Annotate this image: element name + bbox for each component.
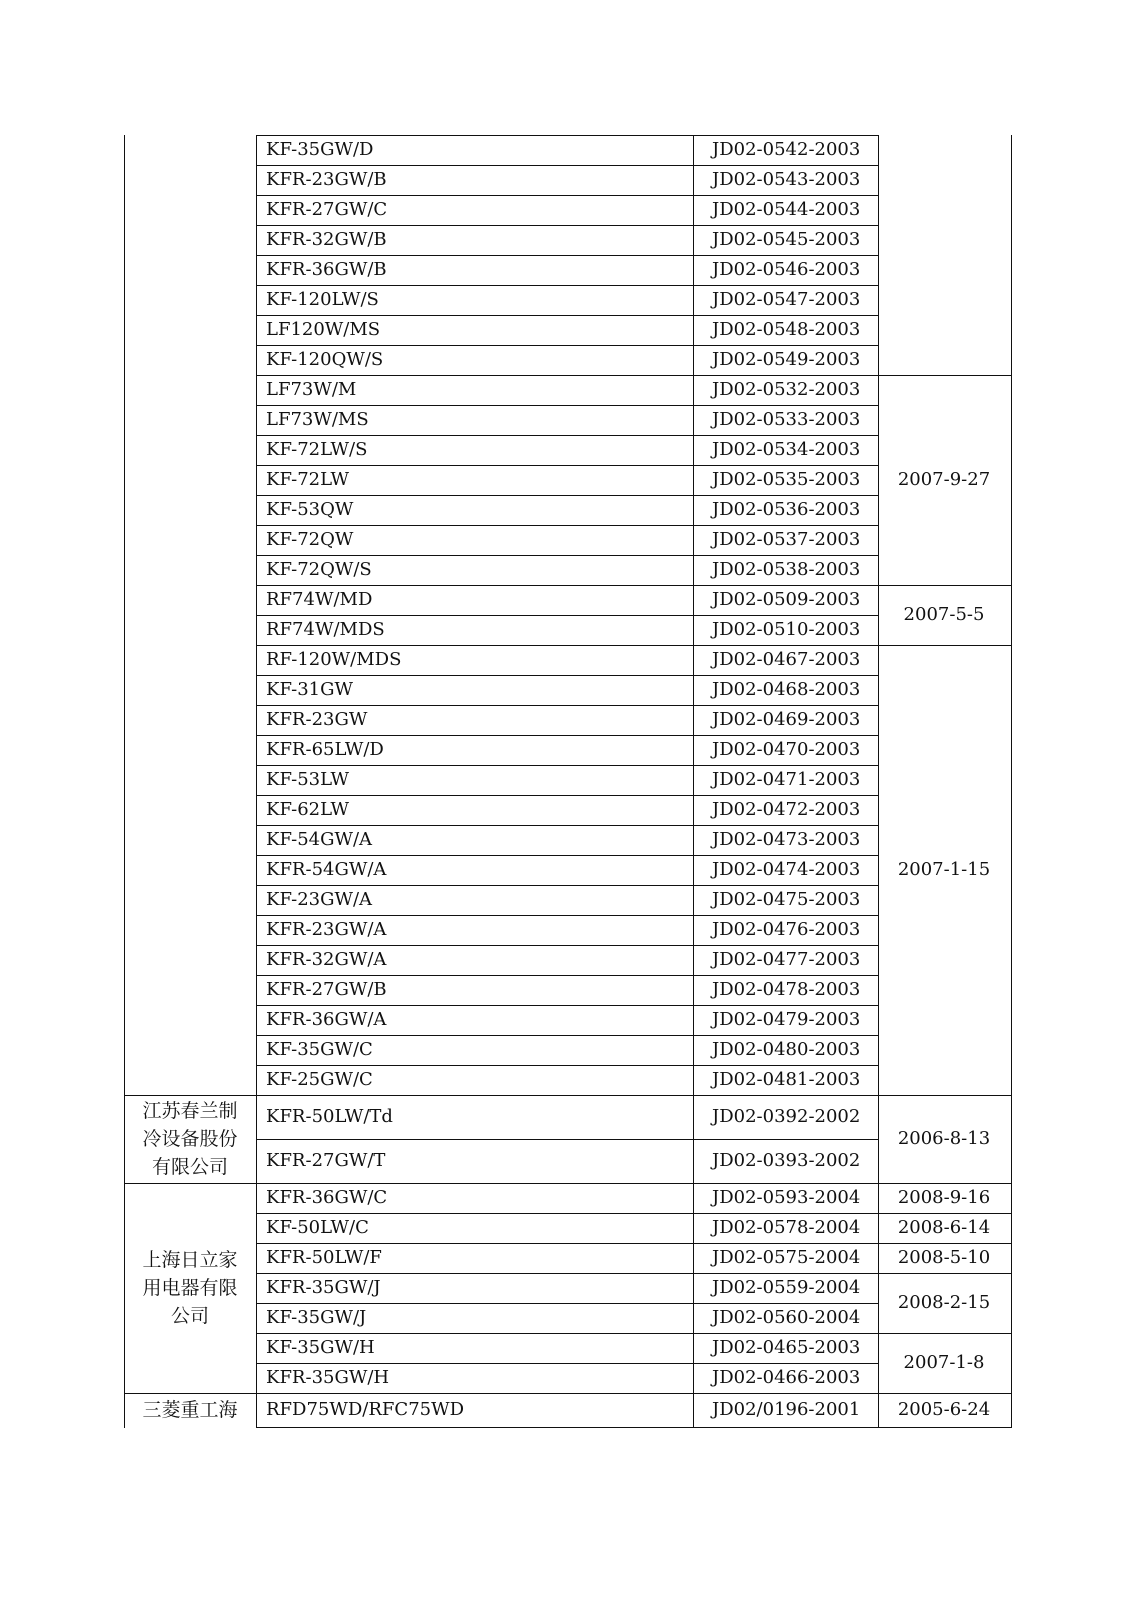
cert-number-cell: JD02-0509-2003 [712,589,861,610]
cert-number-cell: JD02-0536-2003 [712,499,861,520]
cert-number-cell: JD02-0549-2003 [712,349,861,370]
cert-number-cell: JD02-0538-2003 [712,559,861,580]
date-cell: 2008-2-15 [897,1292,991,1313]
cert-number-cell: JD02/0196-2001 [712,1399,861,1420]
cert-number-cell: JD02-0469-2003 [712,709,861,730]
model-cell: KF-25GW/C [266,1069,373,1090]
cert-number-cell: JD02-0467-2003 [712,649,861,670]
company-cell [124,1095,256,1183]
model-cell: KF-72LW/S [266,439,368,460]
model-cell: LF73W/MS [266,409,369,430]
model-cell: KFR-23GW/B [266,169,387,190]
cert-number-cell: JD02-0545-2003 [712,229,861,250]
model-cell: KF-72LW [266,469,350,490]
cert-number-cell: JD02-0392-2002 [712,1106,861,1127]
model-cell: KF-35GW/C [266,1039,373,1060]
cert-number-cell: JD02-0466-2003 [712,1367,861,1388]
model-cell: KF-72QW [266,529,354,550]
company-name-line: 用电器有限 [142,1277,238,1299]
company-cell [124,1183,256,1393]
model-cell: RF74W/MD [266,589,373,610]
model-cell: KF-53LW [266,769,350,790]
cert-number-cell: JD02-0544-2003 [712,199,861,220]
date-cell: 2005-6-24 [897,1399,991,1420]
cert-number-cell: JD02-0473-2003 [712,829,861,850]
cert-number-cell: JD02-0578-2004 [712,1217,861,1238]
company-name-line: 公司 [170,1305,209,1327]
cert-number-cell: JD02-0547-2003 [712,289,861,310]
cert-number-cell: JD02-0534-2003 [712,439,861,460]
model-cell: LF120W/MS [266,319,381,340]
cert-number-cell: JD02-0559-2004 [712,1277,861,1298]
date-cell: 2006-8-13 [897,1128,991,1149]
cert-column-divider [693,135,694,1428]
company-name [142,1097,237,1181]
cert-number-cell: JD02-0510-2003 [712,619,861,640]
model-cell: KFR-35GW/H [266,1367,390,1388]
model-cell: KFR-32GW/A [266,949,387,970]
model-cell: KFR-27GW/T [266,1150,386,1171]
model-column-divider [256,135,257,1428]
cert-number-cell: JD02-0548-2003 [712,319,861,340]
cert-number-cell: JD02-0593-2004 [712,1187,861,1208]
cert-number-cell: JD02-0533-2003 [712,409,861,430]
cert-number-cell: JD02-0474-2003 [712,859,861,880]
company-cell [124,1393,256,1427]
model-cell: KF-54GW/A [266,829,373,850]
cert-number-cell: JD02-0471-2003 [712,769,861,790]
model-cell: KF-23GW/A [266,889,373,910]
cert-number-cell: JD02-0546-2003 [712,259,861,280]
cert-number-cell: JD02-0472-2003 [712,799,861,820]
cert-number-cell: JD02-0575-2004 [712,1247,861,1268]
model-cell: RFD75WD/RFC75WD [266,1399,465,1420]
table-right-border [1011,135,1012,1428]
cert-number-cell: JD02-0468-2003 [712,679,861,700]
cert-number-cell: JD02-0475-2003 [712,889,861,910]
model-cell: KFR-50LW/Td [266,1106,393,1127]
model-cell: KFR-36GW/B [266,259,387,280]
model-cell: KF-53QW [266,499,354,520]
date-cell: 2007-1-8 [903,1352,985,1373]
company-name [142,1396,237,1424]
date-cell: 2008-6-14 [897,1217,991,1238]
model-cell: KFR-50LW/F [266,1247,382,1268]
date-cell: 2007-5-5 [903,604,985,625]
model-cell: KF-31GW [266,679,353,700]
model-cell: KFR-54GW/A [266,859,387,880]
model-cell: KF-120QW/S [266,349,384,370]
cert-number-cell: JD02-0535-2003 [712,469,861,490]
cert-number-cell: JD02-0477-2003 [712,949,861,970]
model-cell: KFR-35GW/J [266,1277,381,1298]
company-name-line: 江苏春兰制 [142,1100,238,1122]
company-name-line: 有限公司 [151,1156,228,1178]
model-cell: KF-50LW/C [266,1217,369,1238]
model-cell: KF-35GW/D [266,139,374,160]
company-name-line: 三菱重工海 [142,1399,238,1421]
model-cell: RF-120W/MDS [266,649,402,670]
cert-number-cell: JD02-0478-2003 [712,979,861,1000]
date-cell: 2008-5-10 [897,1247,991,1268]
model-cell: LF73W/M [266,379,357,400]
cert-number-cell: JD02-0393-2002 [712,1150,861,1171]
cert-number-cell: JD02-0470-2003 [712,739,861,760]
model-cell: KF-120LW/S [266,289,379,310]
model-cell: KFR-32GW/B [266,229,387,250]
cert-number-cell: JD02-0542-2003 [712,139,861,160]
model-cell: KFR-27GW/B [266,979,387,1000]
model-cell: KFR-36GW/C [266,1187,388,1208]
row-line [256,1427,879,1428]
cert-number-cell: JD02-0479-2003 [712,1009,861,1030]
company-name-line: 冷设备股份 [142,1128,238,1150]
cert-number-cell: JD02-0465-2003 [712,1337,861,1358]
model-cell: KFR-23GW [266,709,368,730]
model-cell: KFR-23GW/A [266,919,387,940]
date-bottom-line [878,1427,1012,1428]
cert-number-cell: JD02-0532-2003 [712,379,861,400]
certificate-table [124,135,1011,1425]
date-cell: 2008-9-16 [897,1187,991,1208]
cert-number-cell: JD02-0480-2003 [712,1039,861,1060]
model-cell: KF-62LW [266,799,350,820]
cert-number-cell: JD02-0537-2003 [712,529,861,550]
model-cell: KFR-36GW/A [266,1009,387,1030]
cert-number-cell: JD02-0543-2003 [712,169,861,190]
date-cell: 2007-9-27 [897,469,991,490]
date-cell: 2007-1-15 [897,859,991,880]
company-name-line: 上海日立家 [142,1249,238,1271]
model-cell: KFR-27GW/C [266,199,388,220]
model-cell: KF-72QW/S [266,559,372,580]
model-cell: KFR-65LW/D [266,739,384,760]
company-name [142,1246,237,1330]
model-cell: KF-35GW/H [266,1337,375,1358]
model-cell: KF-35GW/J [266,1307,367,1328]
cert-number-cell: JD02-0560-2004 [712,1307,861,1328]
model-cell: RF74W/MDS [266,619,385,640]
cert-number-cell: JD02-0476-2003 [712,919,861,940]
cert-number-cell: JD02-0481-2003 [712,1069,861,1090]
